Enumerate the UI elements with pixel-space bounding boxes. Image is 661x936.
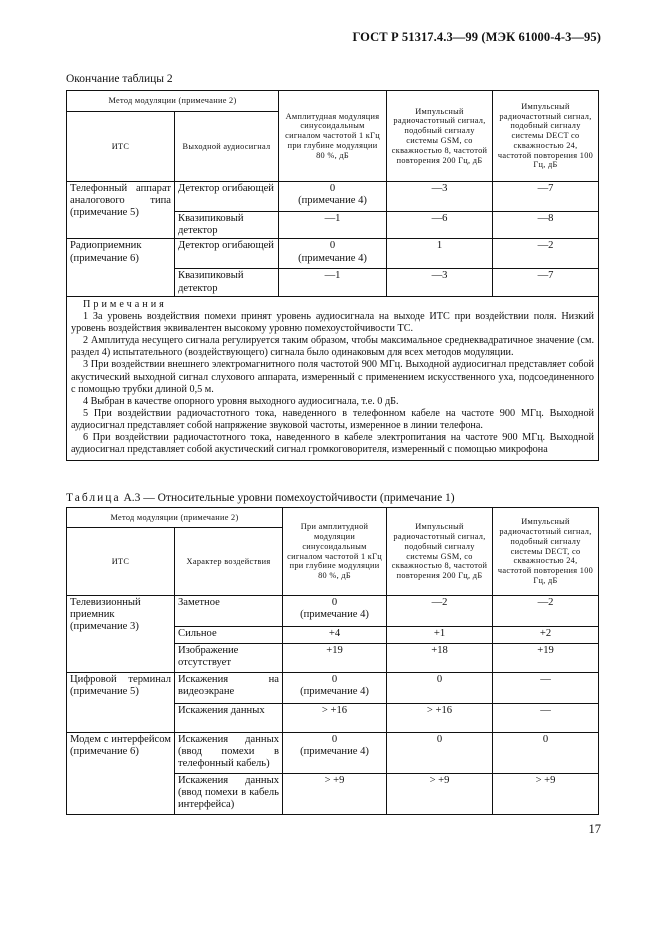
device-cell: Цифровой терминал (примечание 5) [67,673,175,733]
gsm-value: 0 [387,733,493,774]
am-value-cell [279,239,387,269]
modulation-method-header: Метод модуляции (примечание 2) [67,91,279,112]
effect-cell: Искажения данных (ввод помехи в кабель интерфейса) [175,774,283,815]
col-dect-header: Импульсный радиочастотный сигнал, подобный сигналу системы DECT со скважностью 24, частотой повторения 100 Гц, дБ [493,91,599,182]
note-4: 4 Выбран в качестве опорного уровня выходного аудиосигнала, т.е. 0 дБ. [83,395,399,407]
am-note: (примечание 4) [298,195,367,207]
am-value-cell [283,704,387,733]
note-3: 3 При воздействии внешнего электромагнитного поля частотой 900 МГц. Выходной аудиосигнал представляет собой акустический выходной сигнал слухового аппарата, измеренный с применением искусственного уха, подсоединенного с помощью трубки длиной 0,5 м. [71,359,595,395]
am-value: —1 [324,270,341,282]
am-note: (примечание 4) [300,746,369,758]
table-row [67,673,599,704]
table-row [67,182,599,212]
effect-cell: Искажения данных (ввод помехи в телефонный кабель) [175,733,283,774]
am-value-cell [283,596,387,627]
effect-cell: Искажения на видеоэкране [175,673,283,704]
device-cell: Модем с интерфейсом (примечание 6) [67,733,175,815]
table2-caption-text: А.3 — Относительные уровни помехоустойчивости (примечание 1) [123,492,455,504]
effect-cell: Заметное [175,596,283,627]
gsm-value: —2 [387,596,493,627]
am-value-cell [279,212,387,239]
col-dect-header: Импульсный радиочастотный сигнал, подобный сигналу системы DECT, со скважностью 24, частотой повторения 100 Гц, дБ [493,508,599,596]
dect-value: —7 [493,269,599,296]
col-output-header: Выходной аудиосигнал [175,112,279,182]
note-2: 2 Амплитуда несущего сигнала регулируется таким образом, чтобы максимальное среднеквадратичное значение (см. раздел 4) испытательного (воздействующего) сигнала было одинаковым для всех методов модуляции. [71,335,595,359]
gsm-value: > +9 [387,774,493,815]
table-a3 [66,507,599,815]
modulation-method-header: Метод модуляции (примечание 2) [67,508,283,528]
dect-value: —2 [493,239,599,269]
am-value: 0 [331,734,338,745]
dect-value: —7 [493,182,599,212]
col-am-header: При амплитудной модуляции синусоидальным сигналом частотой 1 кГц при глубине модуляции 80 %, дБ [283,508,387,596]
dect-value: —2 [493,596,599,627]
dect-value: +19 [493,644,599,673]
notes-block [67,296,599,460]
am-value-cell [283,733,387,774]
document-header: ГОСТ Р 51317.4.3—99 (МЭК 61000-4-3—95) [352,30,601,44]
dect-value: 0 [493,733,599,774]
detector-cell: Квазипиковый детектор [175,269,279,296]
gsm-value: +1 [387,627,493,644]
dect-value: — [493,704,599,733]
am-value-cell [279,182,387,212]
effect-cell: Искажения данных [175,704,283,733]
am-value: > +9 [324,775,345,786]
dect-value: —8 [493,212,599,239]
table2-caption-label: Таблица [66,492,121,504]
col-gsm-header: Импульсный радиочастотный сигнал, подобный сигналу системы GSM, со скважностью 8, частотой повторения 200 Гц, дБ [387,91,493,182]
am-value-cell [283,774,387,815]
am-note: (примечание 4) [300,686,369,698]
am-value-cell [283,644,387,673]
table-2-end [66,90,599,461]
detector-cell: Детектор огибающей [175,182,279,212]
gsm-value: > +16 [387,704,493,733]
am-value: 0 [331,674,338,685]
table-row [67,733,599,774]
col-its-header: ИТС [67,112,175,182]
am-value-cell [283,673,387,704]
am-value: 0 [331,597,338,608]
am-value: 0 [329,240,336,252]
gsm-value: 0 [387,673,493,704]
am-value: +4 [328,628,341,639]
notes-title: Примечания [83,298,167,310]
dect-value: +2 [493,627,599,644]
table2-caption [66,492,455,504]
am-note: (примечание 4) [300,609,369,621]
effect-cell: Изображение отсутствует [175,644,283,673]
am-value-cell [283,627,387,644]
page-number: 17 [588,822,601,836]
col-am-header: Амплитудная модуляция синусоидальным сигналом частотой 1 кГц при глубине модуляции 80 %, дБ [279,91,387,182]
gsm-value: —3 [387,269,493,296]
note-6: 6 При воздействии радиочастотного тока, наведенного в кабеле электропитания на частоте 900 МГц. Выходной аудиосигнал представляет собой акустический сигнал громкоговорителя, измеренный с помощью микрофона [71,432,595,456]
device-cell: Телефонный аппарат аналогового типа (примечание 5) [67,182,175,239]
device-cell: Телевизионный приемник (примечание 3) [67,596,175,673]
note-5: 5 При воздействии радиочастотного тока, наведенного в телефонном кабеле на частоте 900 МГц. Выходной аудиосигнал представляет собой напряжение звуковой частоты, измеренное в линии телефона. [71,407,595,432]
am-note: (примечание 4) [298,252,367,264]
table-row [67,239,599,269]
col-gsm-header: Импульсный радиочастотный сигнал, подобный сигналу системы GSM, со скважностью 8, частотой повторения 200 Гц, дБ [387,508,493,596]
gsm-value: —3 [387,182,493,212]
gsm-value: 1 [387,239,493,269]
gsm-value: +18 [387,644,493,673]
note-1: 1 За уровень воздействия помехи принят уровень аудиосигнала на выходе ИТС при воздействии поля. Низкий уровень воздействия эквивалентен высокому уровню помехоустойчивости ТС. [71,310,595,334]
detector-cell: Квазипиковый детектор [175,212,279,239]
table-row [67,596,599,627]
am-value: —1 [324,213,341,224]
col-effect-header: Характер воздействия [175,528,283,596]
am-value: > +16 [321,705,348,716]
am-value: 0 [329,183,336,194]
table1-caption: Окончание таблицы 2 [66,73,173,85]
detector-cell: Детектор огибающей [175,239,279,269]
am-value-cell [279,269,387,296]
effect-cell: Сильное [175,627,283,644]
dect-value: — [493,673,599,704]
am-value: +19 [326,645,343,656]
dect-value: > +9 [493,774,599,815]
col-its-header: ИТС [67,528,175,596]
device-cell: Радиоприемник (примечание 6) [67,239,175,296]
gsm-value: —6 [387,212,493,239]
